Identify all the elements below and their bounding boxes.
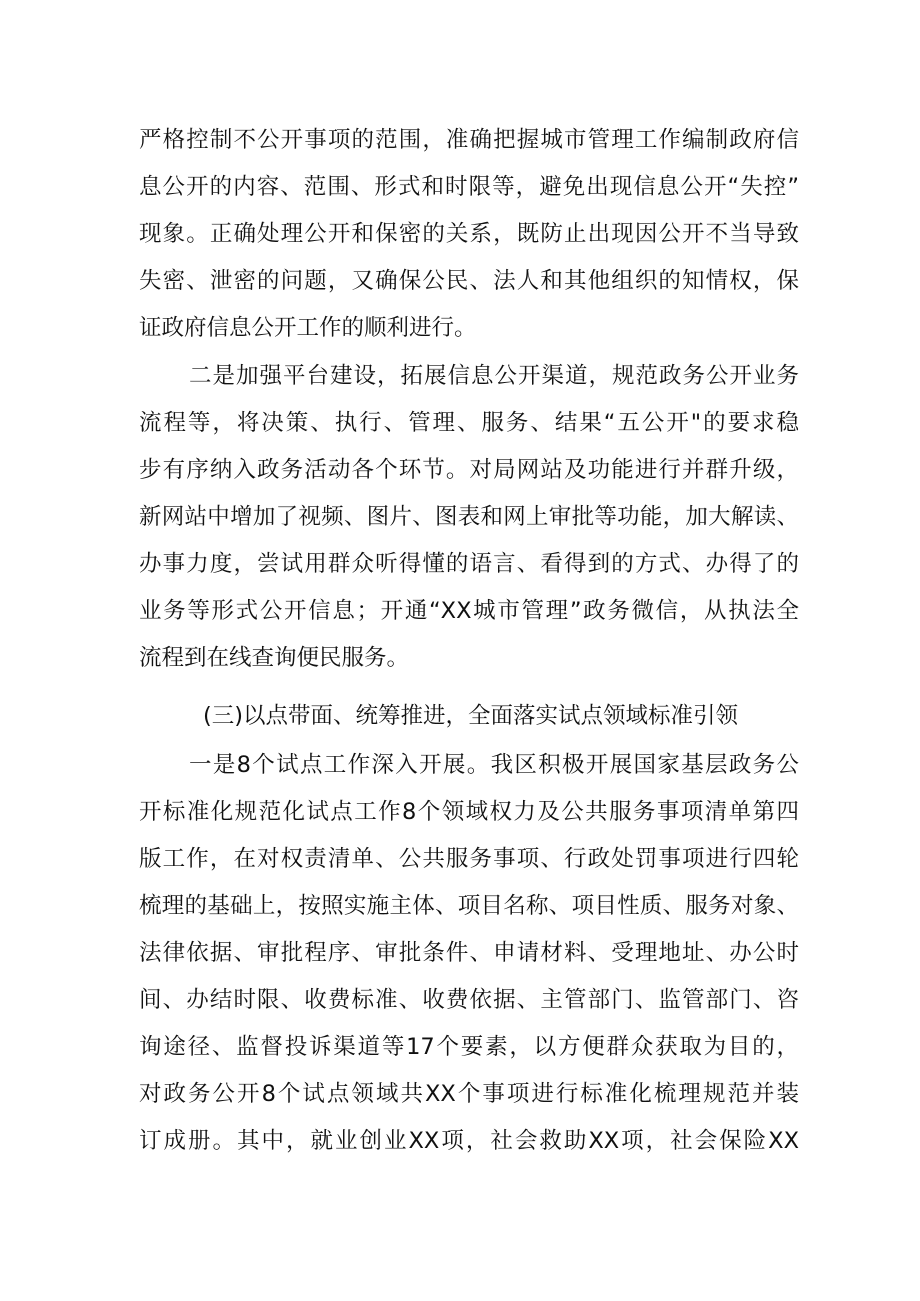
paragraph-line: 版工作，在对权责清单、公共服务事项、行政处罚事项进行四轮 (139, 846, 799, 872)
paragraph-line: 新网站中增加了视频、图片、图表和网上审批等功能，加大解读、 (139, 504, 799, 530)
paragraph-line: 现象。正确处理公开和保密的关系，既防止出现因公开不当导致 (139, 221, 799, 247)
paragraph-line: 步有序纳入政务活动各个环节。对局网站及功能进行并群升级， (139, 457, 799, 483)
paragraph-line: 流程等，将决策、执行、管理、服务、结果“五公开"的要求稳 (139, 410, 799, 436)
paragraph-line: 法律依据、审批程序、审批条件、申请材料、受理地址、办公时 (139, 940, 799, 966)
paragraph-line: 流程到在线查询便民服务。 (139, 645, 410, 671)
paragraph-line: 严格控制不公开事项的范围，准确把握城市管理工作编制政府信 (139, 127, 799, 153)
paragraph-line: 开标准化规范化试点工作8个领域权力及公共服务事项清单第四 (139, 799, 799, 825)
paragraph-line: 梳理的基础上，按照实施主体、项目名称、项目性质、服务对象、 (139, 893, 799, 919)
paragraph-line: 间、办结时限、收费标准、收费依据、主管部门、监管部门、咨 (139, 987, 799, 1013)
paragraph-line: 订成册。其中，就业创业XX项，社会救助XX项，社会保险XX (139, 1128, 799, 1154)
paragraph-line: 失密、泄密的问题，又确保公民、法人和其他组织的知情权，保 (139, 268, 799, 294)
paragraph-line: 业务等形式公开信息；开通“XX城市管理”政务微信，从执法全 (139, 598, 799, 624)
paragraph-line: 息公开的内容、范围、形式和时限等，避免出现信息公开“失控” (139, 174, 799, 200)
paragraph-line: 证政府信息公开工作的顺利进行。 (139, 315, 477, 341)
paragraph-line: 询途径、监督投诉渠道等17个要素，以方便群众获取为目的， (139, 1034, 799, 1060)
paragraph-first-line: 二是加强平台建设，拓展信息公开渠道，规范政务公开业务 (189, 363, 799, 389)
paragraph-line: 办事力度，尝试用群众听得懂的语言、看得到的方式、办得了的 (139, 551, 799, 577)
paragraph-line: 对政务公开8个试点领域共XX个事项进行标准化梳理规范并装 (139, 1081, 799, 1107)
paragraph-first-line: 一是8个试点工作深入开展。我区积极开展国家基层政务公 (189, 752, 799, 778)
section-heading: (三)以点带面、统筹推进，全面落实试点领域标准引领 (203, 703, 739, 729)
